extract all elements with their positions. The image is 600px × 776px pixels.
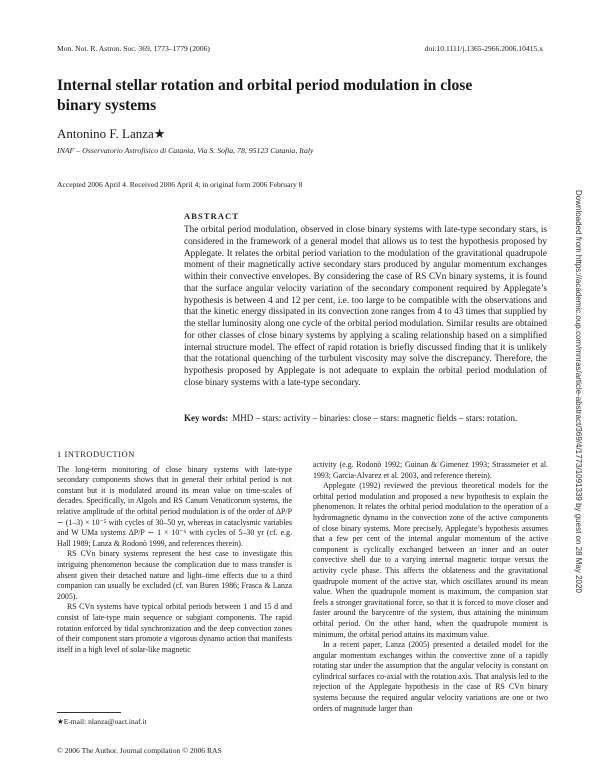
abstract-text: The orbital period modulation, observed in close binary systems with late-type secondary stars, is considered in the framework of a general model that allows us to test the hypothesis proposed by Applegate. It relates the orbital period variation to the modulation of the gravitational quadrupole moment of their magnetically active secondary stars produced by angular momentum exchanges within their convective envelopes. By considering the case of RS CVn binary systems, it is found that the surface angular velocity variation of the secondary component required by Applegate’s hypothesis is between 4 and 12 per cent, i.e. too large to be compatible with the observations and that the kinetic energy dissipated in its convection zone ranges from 4 to 43 times that supplied by the stellar luminosity along one cycle of the orbital period modulation. Similar results are obtained for other classes of close binary systems by applying a scaling relationship based on a simplified internal structure model. The effect of rapid rotation is briefly discussed finding that it is unlikely that the rotational quenching of the turbulent viscosity may solve the discrepancy. Therefore, the hypothesis proposed by Applegate is not adequate to explain the orbital period modulation of close binary systems with a late-type secondary.: [184, 224, 547, 387]
keywords: [184, 413, 547, 423]
column-right: [313, 460, 548, 714]
author-affiliation: INAF – Osservatorio Astrofisico di Catania, Via S. Sofia, 78, 95123 Catania, Italy: [57, 146, 314, 155]
intro-paragraph-5: In a recent paper, Lanza (2005) presented a detailed model for the angular momentum exchanges within the convective zone of a rapidly rotating star under the assumption that the angular velocity is constant on cylindrical surfaces co-axial with the rotation axis. That analysis led to the rejection of the Applegate hypothesis in the case of RS CVn binary systems because the required angular velocity variations are one or two orders of magnitude larger than: [313, 640, 548, 713]
intro-paragraph-3: RS CVn systems have typical orbital periods between 1 and 15 d and consist of late-type main sequence or subgiant components. The rapid rotation enforced by tidal synchronization and the deep convection zones of their component stars promote a vigorous dynamo action that manifests itself in a high level of solar-like magnetic: [57, 602, 292, 654]
keywords-list: MHD – stars: activity – binaries: close – stars: magnetic fields – stars: rotation.: [232, 413, 518, 423]
abstract-heading: ABSTRACT: [184, 212, 240, 221]
doi-link[interactable]: doi:10.1111/j.1365-2966.2006.10415.x: [424, 44, 543, 53]
footnote-rule: [57, 712, 121, 713]
footnote-email: ★E-mail: nlanza@oact.inaf.it: [57, 717, 147, 726]
copyright-line: © 2006 The Author. Journal compilation © 2006 RAS: [57, 746, 222, 755]
download-watermark: Downloaded from https://academic.oup.com/mnras/article-abstract/369/4/1773/1091339 by guest on 28 May 2020: [574, 190, 583, 593]
journal-citation: Mon. Not. R. Astron. Soc. 369, 1773–1779 (2006): [57, 44, 210, 53]
received-dates: Accepted 2006 April 4. Received 2006 April 4; in original form 2006 February 8: [57, 180, 303, 189]
intro-paragraph-3-cont: activity (e.g. Rodonò 1992; Guinan & Gimenez 1993; Strassmeier et al. 1993; Garcia-Alvarez et al. 2003, and reference therein).: [313, 460, 548, 480]
intro-paragraph-1: The long-term monitoring of close binary systems with late-type secondary components shows that in general their orbital period is not constant but it is modulated around its mean value on time-scales of decades. Specifically, in Algols and RS Canum Venaticorum systems, the relative amplitude of the orbital period modulation is of the order of ΔP/P ∼ (1–3) × 10⁻⁵ with cycles of 30–50 yr, whereas in cataclysmic variables and W UMa systems ΔP/P ∼ 1 × 10⁻⁶ with cycles of 5–30 yr (cf. e.g. Hall 1989; Lanza & Rodonò 1999, and references therein).: [57, 464, 292, 548]
intro-paragraph-4: Applegate (1992) reviewed the previous theoretical models for the orbital period modulation and proposed a new hypothesis to explain the phenomenon. It relates the orbital period modulation to the operation of a hydromagnetic dynamo in the convection zone of the active components of close binary systems. More precisely, Applegate’s hypothesis assumes that a few per cent of the internal angular momentum of the active component is cyclically exchanged between an inner and an outer convective shell due to a varying internal magnetic torque versus the activity cycle phase. This affects the oblateness and the gravitational quadrupole moment of the active star, which oscillates around its mean value. When the quadrupole moment is maximum, the companion star feels a stronger gravitational force, so that it is forced to move closer and faster around the barycentre of the system, thus attaining the minimum orbital period. On the other hand, when the quadrupole moment is minimum, the orbital period attains its maximum value.: [313, 481, 548, 639]
author-name: Antonino F. Lanza★: [57, 126, 166, 141]
intro-paragraph-2: RS CVn binary systems represent the best case to investigate this intriguing phenomenon because the complication due to mass transfer is absent given their detached nature and light–time effects due to a third companion can usually be excluded (cf. van Buren 1986; Frasca & Lanza 2005).: [57, 549, 292, 601]
column-left: [57, 450, 292, 655]
section-heading-introduction: 1 INTRODUCTION: [57, 450, 135, 459]
paper-title: Internal stellar rotation and orbital period modulation in close binary systems: [57, 77, 473, 114]
keywords-label: Key words:: [184, 413, 229, 423]
